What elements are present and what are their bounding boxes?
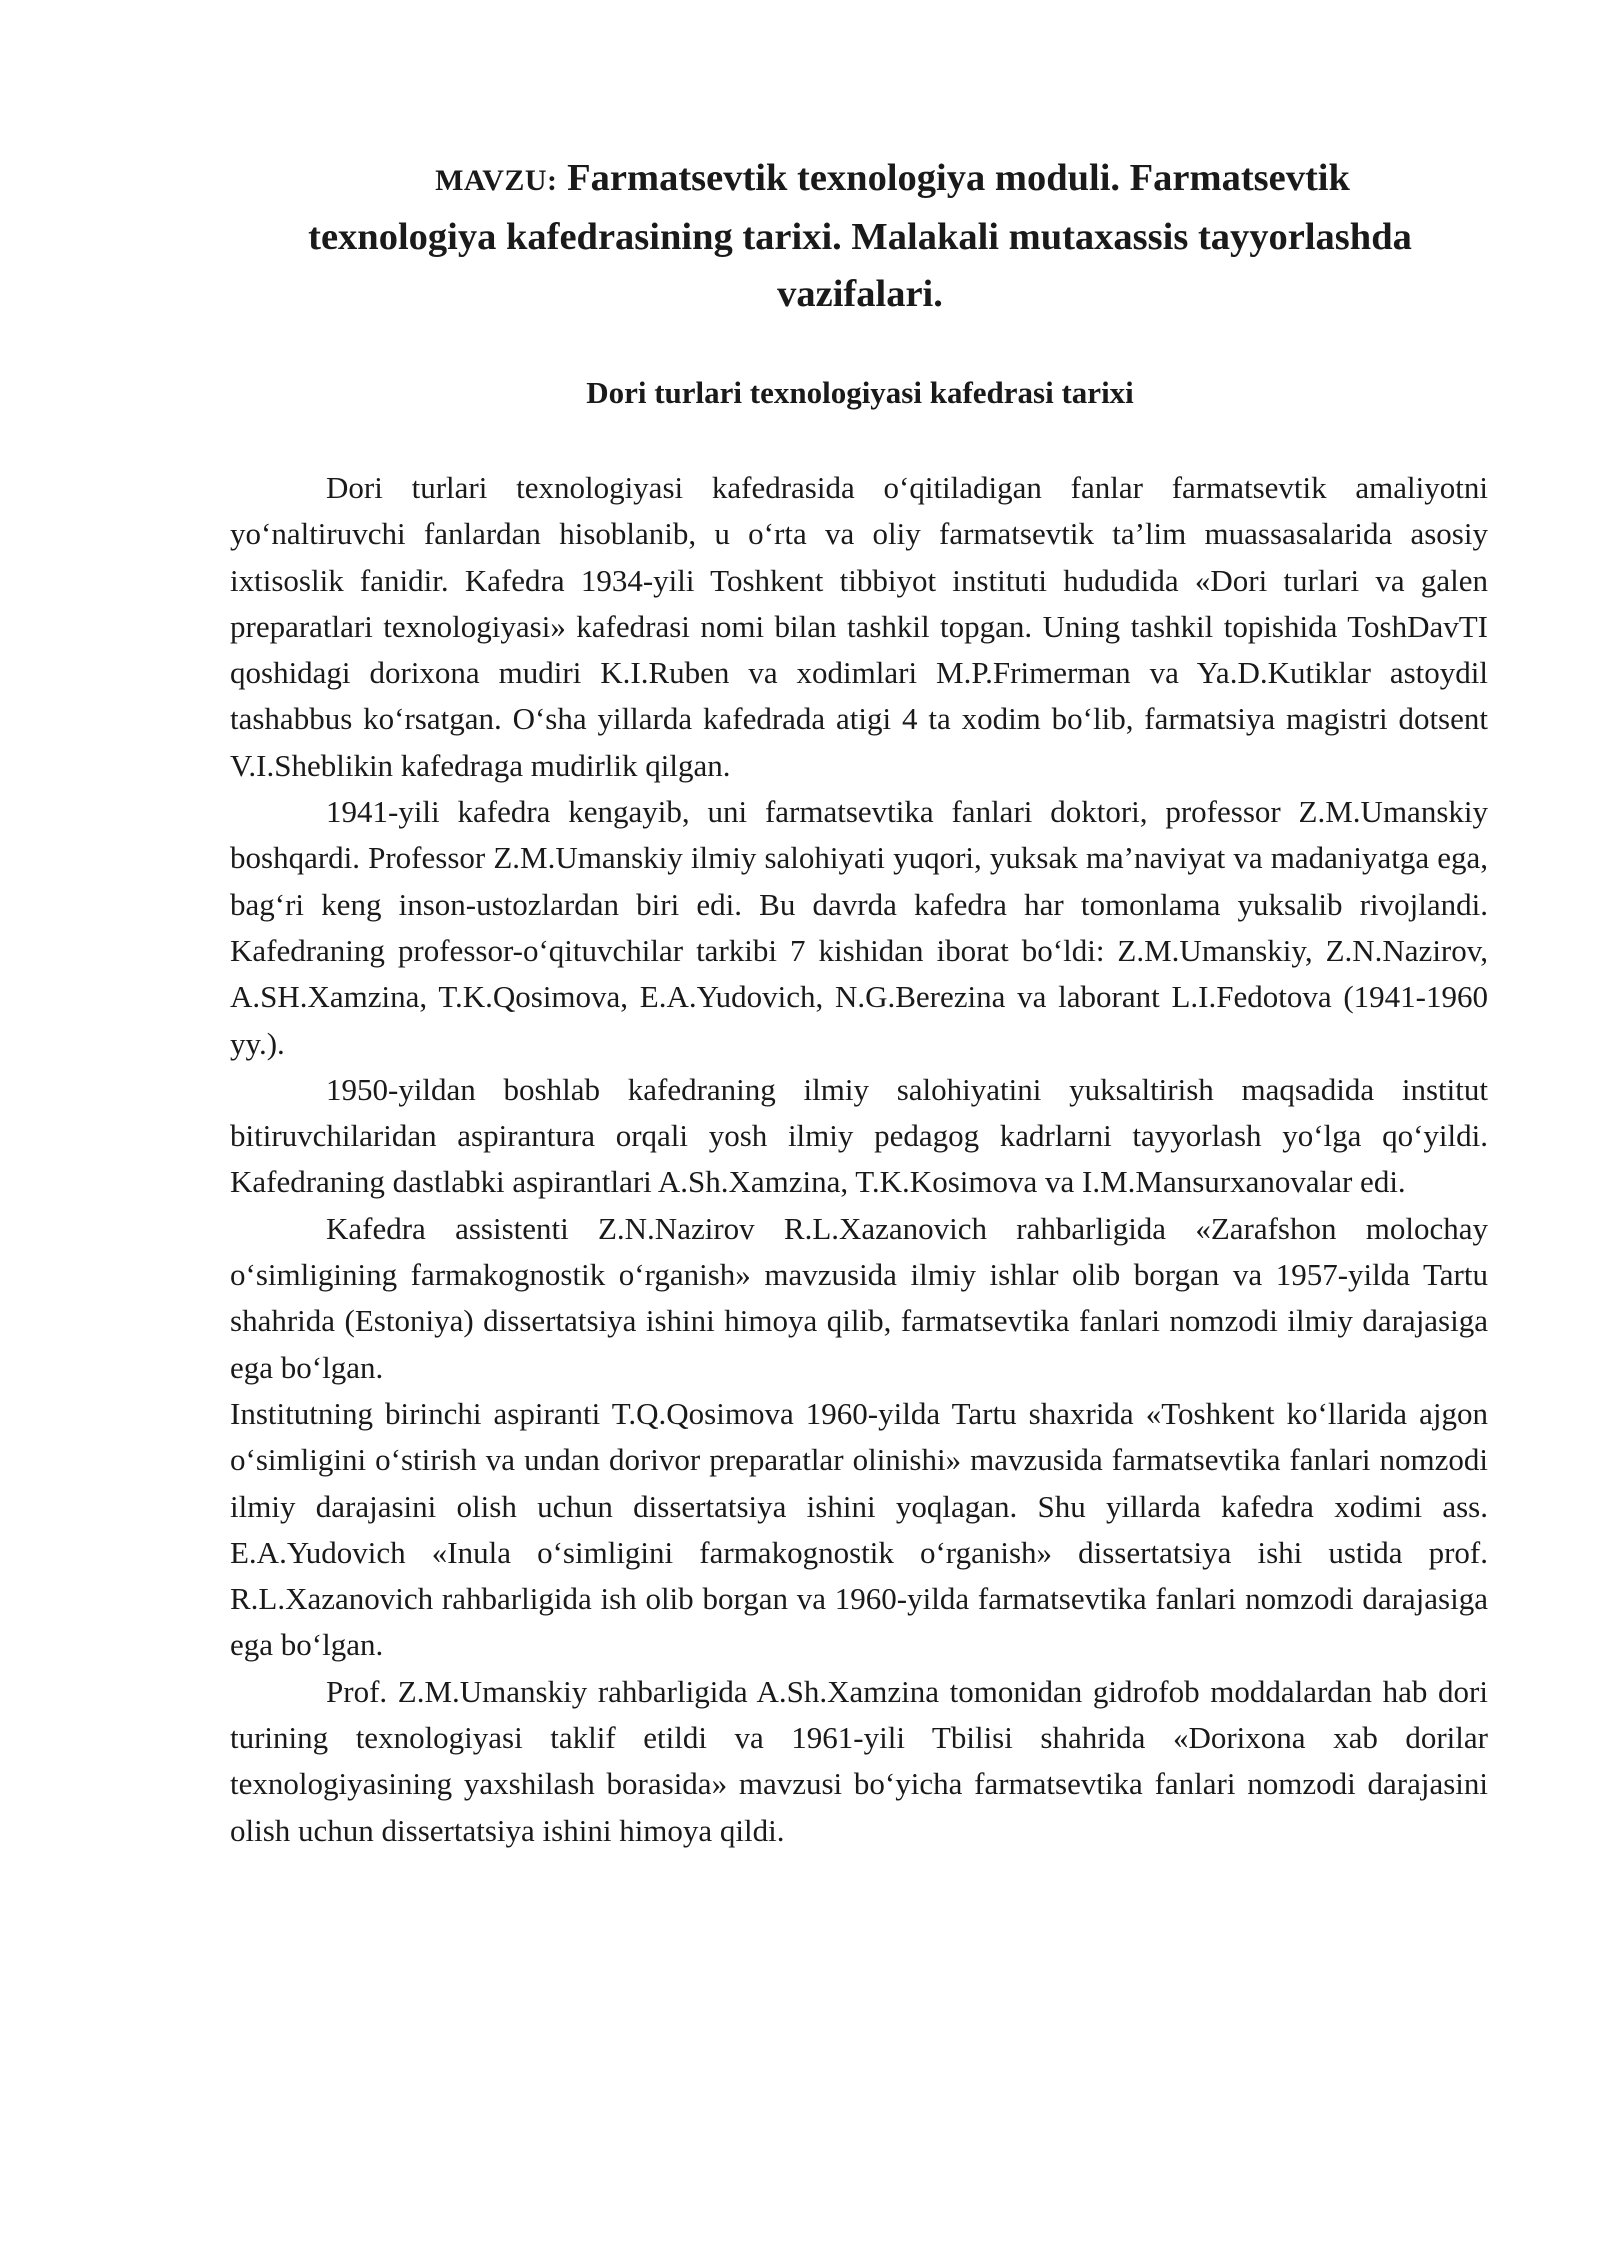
paragraph: Prof. Z.M.Umanskiy rahbarligida A.Sh.Xamzina tomonidan gidrofob moddalardan hab dori turining texnologiyasi taklif etildi va 1961-yili Tbilisi shahrida «Dorixona xab dorilar texnologiyasining yaxshilash borasida» mavzusi bo‘yicha farmatsevtika fanlari nomzodi darajasini olish uchun dissertatsiya ishini himoya qildi.: [230, 1673, 1488, 1848]
title-prefix: MAVZU:: [435, 164, 558, 197]
paragraph: Institutning birinchi aspiranti T.Q.Qosimova 1960-yilda Tartu shaxrida «Toshkent ko‘llarida ajgon o‘simligini o‘stirish va undan dorivor preparatlar olinishi» mavzusida farmatsevtika fanlari nomzodi ilmiy darajasini olish uchun dissertatsiya ishini yoqlagan. Shu yillarda kafedra xodimi ass. E.A.Yudovich «Inula o‘simligini farmakognostik o‘rganish» dissertatsiya ishi ustida prof. R.L.Xazanovich rahbarligida ish olib borgan va 1960-yilda farmatsevtika fanlari nomzodi darajasiga ega bo‘lgan.: [230, 1395, 1488, 1663]
title-text-line-2: texnologiya kafedrasining tarixi. Malakali mutaxassis tayyorlashda: [308, 216, 1412, 258]
paragraph: Dori turlari texnologiyasi kafedrasida o‘qitiladigan fanlar farmatsevtik amaliyotni yo‘naltiruvchi fanlardan hisoblanib, u o‘rta va oliy farmatsevtik ta’lim muassasalarida asosiy ixtisoslik fanidir. Kafedra 1934-yili Toshkent tibbiyot instituti hududida «Dori turlari va galen preparatlari texnologiyasi» kafedrasi nomi bilan tashkil topgan. Uning tashkil topishida ToshDavTI qoshidagi dorixona mudiri K.I.Ruben va xodimlari M.P.Frimerman va Ya.D.Kutiklar astoydil tashabbus ko‘rsatgan. O‘sha yillarda kafedrada atigi 4 ta xodim bo‘lib, farmatsiya magistri dotsent V.I.Sheblikin kafedraga mudirlik qilgan.: [230, 470, 1488, 783]
title-text-line-1: Farmatsevtik texnologiya moduli. Farmatsevtik: [567, 157, 1350, 199]
page-title: [230, 150, 1490, 323]
paragraph: 1950-yildan boshlab kafedraning ilmiy salohiyatini yuksaltirish maqsadida institut bitiruvchilaridan aspirantura orqali yosh ilmiy pedagog kadrlarni tayyorlash yo‘lga qo‘yildi. Kafedraning dastlabki aspirantlari A.Sh.Xamzina, T.K.Kosimova va I.M.Mansurxanovalar edi.: [230, 1071, 1488, 1200]
paragraph: 1941-yili kafedra kengayib, uni farmatsevtika fanlari doktori, professor Z.M.Umanskiy boshqardi. Professor Z.M.Umanskiy ilmiy salohiyati yuqori, yuksak ma’naviyat va madaniyatga ega, bag‘ri keng inson-ustozlardan biri edi. Bu davrda kafedra har tomonlama yuksalib rivojlandi. Kafedraning professor-o‘qituvchilar tarkibi 7 kishidan iborat bo‘ldi: Z.M.Umanskiy, Z.N.Nazirov, A.SH.Xamzina, T.K.Qosimova, E.A.Yudovich, N.G.Berezina va laborant L.I.Fedotova (1941-1960 yy.).: [230, 794, 1488, 1061]
body-text: [230, 465, 1488, 1854]
title-line: [230, 150, 1490, 209]
title-text-line-3: vazifalari.: [777, 273, 943, 315]
paragraph: Kafedra assistenti Z.N.Nazirov R.L.Xazanovich rahbarligida «Zarafshon molochay o‘simligining farmakognostik o‘rganish» mavzusida ilmiy ishlar olib borgan va 1957-yilda Tartu shahrida (Estoniya) dissertatsiya ishini himoya qilib, farmatsevtika fanlari nomzodi ilmiy darajasiga ega bo‘lgan.: [230, 1210, 1488, 1385]
section-heading: Dori turlari texnologiyasi kafedrasi tarixi: [586, 375, 1134, 410]
